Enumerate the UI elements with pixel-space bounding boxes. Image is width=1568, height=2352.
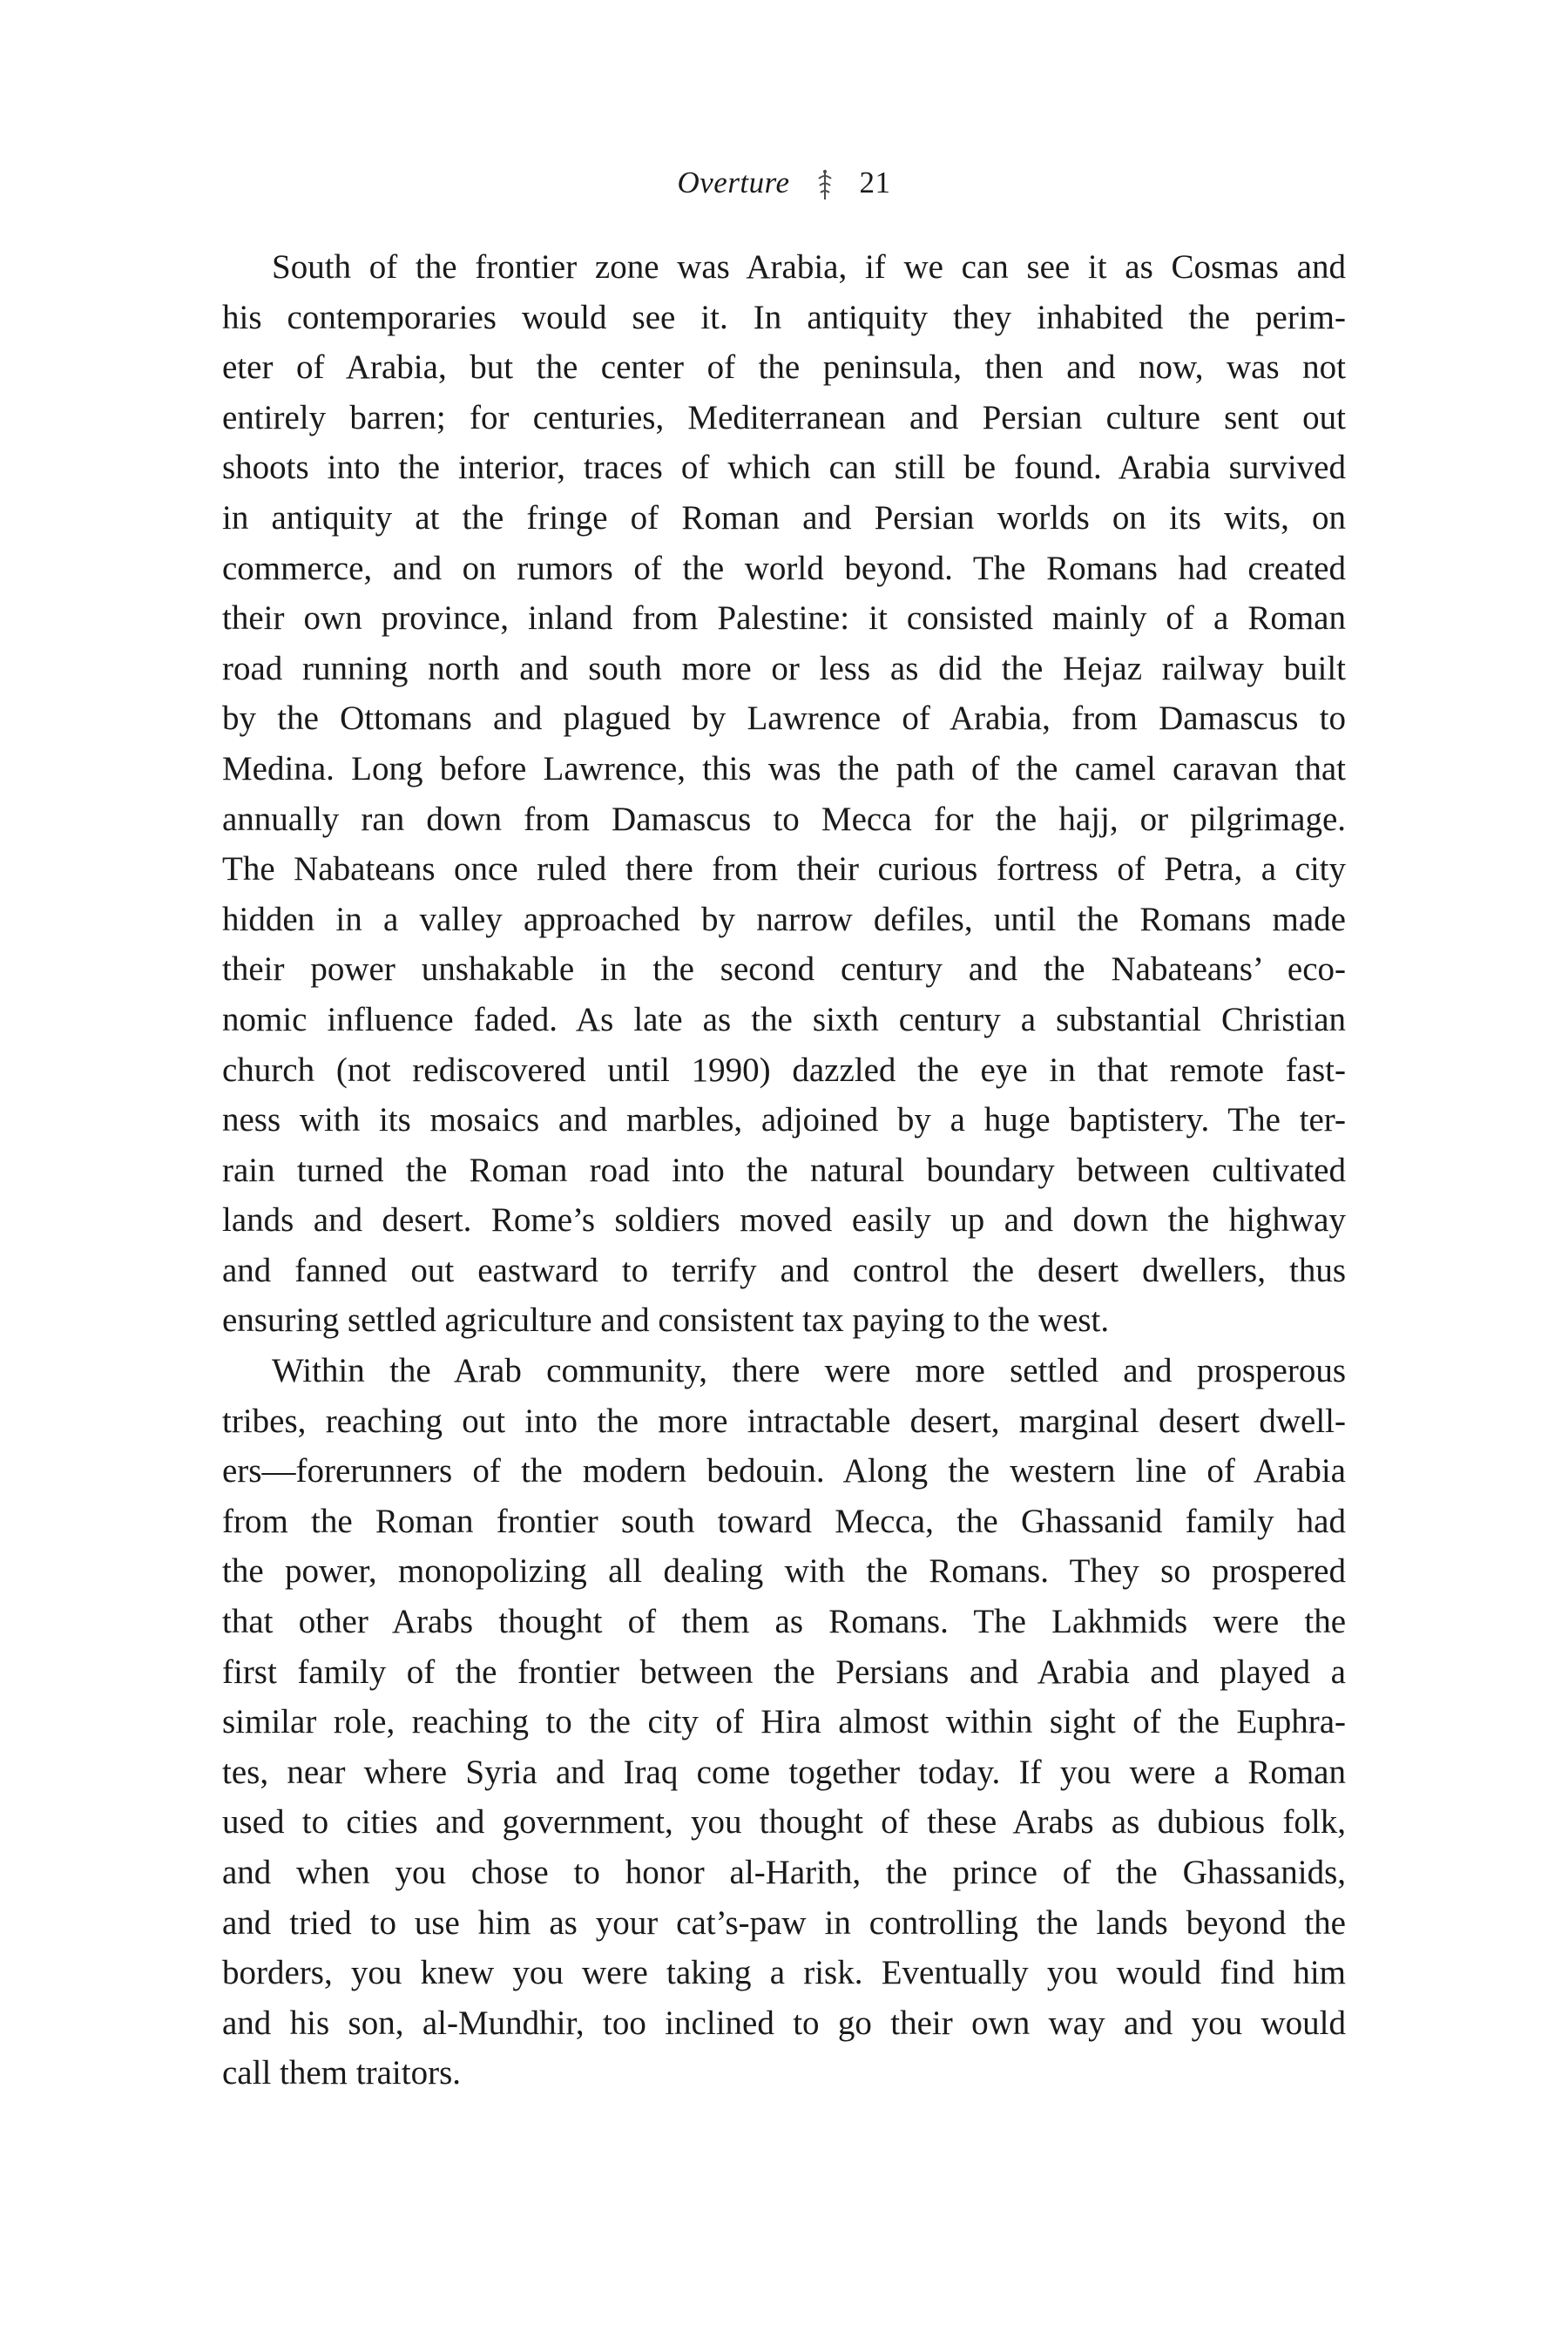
text-line: entirely barren; for centuries, Mediterranean and Persian culture sent out <box>222 398 1346 436</box>
text-line: in antiquity at the fringe of Roman and Persian worlds on its wits, on <box>222 498 1346 537</box>
fleuron-icon <box>816 168 834 203</box>
text-line: lands and desert. Rome’s soldiers moved easily up and down the highway <box>222 1201 1346 1240</box>
text-line: and his son, al-Mundhir, too inclined to go their own way and you would <box>222 2004 1346 2042</box>
text-line: ness with its mosaics and marbles, adjoined by a huge baptistery. The ter- <box>222 1101 1346 1139</box>
text-line: from the Roman frontier south toward Mecca, the Ghassanid family had <box>222 1502 1346 1540</box>
text-line: their own province, inland from Palestine: it consisted mainly of a Roman <box>222 599 1346 638</box>
text-line: and fanned out eastward to terrify and control the desert dwellers, thus <box>222 1251 1346 1289</box>
text-line: Medina. Long before Lawrence, this was the path of the camel caravan that <box>222 749 1346 787</box>
paragraph <box>222 1346 1346 2099</box>
text-line: nomic influence faded. As late as the sixth century a substantial Christian <box>222 1000 1346 1038</box>
text-line: tes, near where Syria and Iraq come together today. If you were a Roman <box>222 1753 1346 1791</box>
text-line: road running north and south more or less as did the Hejaz railway built <box>222 649 1346 687</box>
text-line: and when you chose to honor al-Harith, the prince of the Ghassanids, <box>222 1854 1346 1891</box>
paragraph <box>222 242 1346 1346</box>
text-line: similar role, reaching to the city of Hira almost within sight of the Euphra- <box>222 1703 1346 1741</box>
text-line: tribes, reaching out into the more intractable desert, marginal desert dwell- <box>222 1402 1346 1440</box>
text-line: the power, monopolizing all dealing with the Romans. They so prospered <box>222 1552 1346 1591</box>
text-line: Within the Arab community, there were more settled and prosperous <box>272 1352 1346 1390</box>
running-head <box>0 166 1568 203</box>
text-line: first family of the frontier between the Persians and Arabia and played a <box>222 1652 1346 1691</box>
text-line: South of the frontier zone was Arabia, if we can see it as Cosmas and <box>272 248 1346 286</box>
text-line: shoots into the interior, traces of which can still be found. Arabia survived <box>222 449 1346 487</box>
text-line: The Nabateans once ruled there from their curious fortress of Petra, a city <box>222 850 1346 889</box>
body-text <box>222 242 1346 2099</box>
text-line: ensuring settled agriculture and consistent tax paying to the west. <box>222 1301 1110 1340</box>
text-line: eter of Arabia, but the center of the peninsula, then and now, was not <box>222 348 1346 387</box>
text-line: and tried to use him as your cat’s-paw in controlling the lands beyond the <box>222 1903 1346 1942</box>
page-number: 21 <box>859 166 891 199</box>
text-line: ers—forerunners of the modern bedouin. Along the western line of Arabia <box>222 1452 1346 1490</box>
text-line: annually ran down from Damascus to Mecca for the hajj, or pilgrimage. <box>222 800 1346 838</box>
text-line: used to cities and government, you thought of these Arabs as dubious folk, <box>222 1803 1346 1842</box>
text-line: commerce, and on rumors of the world beyond. The Romans had created <box>222 549 1346 587</box>
text-line: by the Ottomans and plagued by Lawrence of Arabia, from Damascus to <box>222 700 1346 738</box>
text-line: church (not rediscovered until 1990) dazzled the eye in that remote fast- <box>222 1051 1346 1089</box>
text-line: call them traitors. <box>222 2054 461 2092</box>
text-line: that other Arabs thought of them as Romans. The Lakhmids were the <box>222 1603 1346 1641</box>
text-line: his contemporaries would see it. In antiquity they inhabited the perim- <box>222 298 1346 336</box>
text-line: rain turned the Roman road into the natural boundary between cultivated <box>222 1151 1346 1189</box>
text-line: their power unshakable in the second century and the Nabateans’ eco- <box>222 950 1346 989</box>
text-line: hidden in a valley approached by narrow defiles, until the Romans made <box>222 900 1346 938</box>
text-line: borders, you knew you were taking a risk. Eventually you would find him <box>222 1954 1346 1992</box>
running-head-title: Overture <box>677 166 790 199</box>
